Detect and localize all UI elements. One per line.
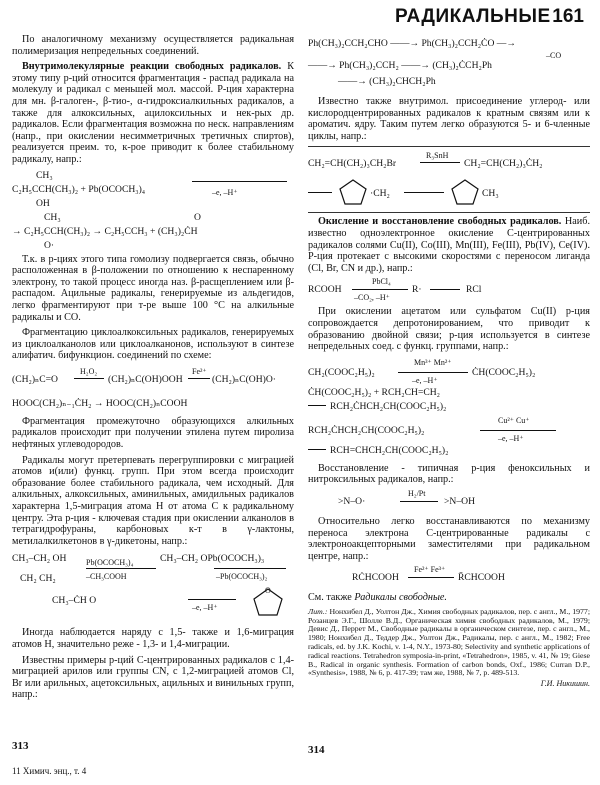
- formula-label: RĊHCOOH: [352, 572, 399, 584]
- reaction-condition: Pb(OCOCH₃)₄: [86, 558, 134, 568]
- paragraph: Иногда наблюдается наряду с 1,5- также и 1,6-миграция атомов Н, значительно реже - 1,3- и 1,4-миграции.: [12, 627, 294, 650]
- reaction-scheme-8: [308, 490, 590, 512]
- section-heading: Окисление и восстановление свободных радикалов.: [318, 216, 562, 228]
- reaction-scheme-2: [12, 366, 294, 412]
- reaction-condition: R₃SnH: [426, 151, 449, 161]
- divider: [308, 146, 590, 147]
- reaction-scheme-9: [308, 566, 590, 588]
- see-also: [308, 592, 590, 604]
- formula-label: CH₃: [36, 169, 53, 181]
- formula-label: CH₂=CH(CH₂)₃ĊH₂: [464, 158, 543, 170]
- formula-label: (CH₂)ₙC(OH)OOH: [108, 373, 183, 385]
- reaction-condition: –Pb(OCOCH₃)₂: [216, 572, 268, 582]
- right-column: [308, 34, 590, 690]
- paragraph-text: К этому типу р-ций относится фрагментация - распад радикала на молекулу и радикал с меньшей мол. массой. Р-ция характерна для мн. β-галоген-, β-тио-, α-гидроксиалкильных радикалов, а также для алкоксильных, ацилоксильных и нек-рых др. радикалов. Если фрагментация возможна по неск. направлениям (напр., при окислении несимметричных третичных спиртов), реализуется преим. то, к-рое приводит к более стабильному радикалу, напр.:: [12, 61, 294, 165]
- formula-label: OH: [36, 197, 50, 209]
- paragraph: Восстановление - типичная р-ция феноксильных и нитроксильных радикалов, напр.:: [308, 462, 590, 486]
- paragraph: [308, 216, 590, 274]
- paragraph: При окислении ацетатом или сульфатом Cu(II) р-ция сопровождается депротонированием, что приводит к образованию двойной связи; р-ция используется в синтезе непредельных соед. с функц. группами, напр.:: [308, 306, 590, 353]
- formula-label: CH₃–CH₂ OPb(OCOCH₃)₃: [160, 553, 265, 565]
- reaction-condition: –e, –H⁺: [498, 433, 524, 443]
- see-also-link[interactable]: Радикалы свободные.: [354, 592, 447, 604]
- reaction-scheme-4: [308, 34, 590, 92]
- formula-label: Ph(CH₃)₂CCH₂CHO ——→ Ph(CH₃)₂CCH₂ĊO —→: [308, 38, 516, 49]
- paragraph-text: Наиб. известно одноэлектронное окисление С-центрированных радикалов солями Cu(II), Co(III), Mn(III), Fe(III), Pb(IV), Ce(IV). Р-ция протекает с высокими скоростями с переносом лиганда (Cl, Br, CN и др.), напр.:: [308, 216, 590, 274]
- cyclopentane-ring-icon: [338, 178, 368, 206]
- reaction-arrow: [308, 449, 326, 450]
- reaction-arrow: [86, 568, 156, 569]
- paragraph: [12, 61, 294, 165]
- formula-label: ·CH₂: [370, 188, 390, 200]
- reaction-arrow: [214, 568, 286, 569]
- reaction-condition: –CO₂, –H⁺: [354, 293, 390, 303]
- formula-label: CH₃–ĊH O: [52, 595, 97, 607]
- paragraph: Известно также внутримол. присоединение углерод- или кислородцентрированных радикалов к кратным связям или к ароматич. ядру. Таким путем легко образуются 5- и 6-членные циклы, напр.:: [308, 96, 590, 142]
- formula-label: HOOC(CH₂)ₙ₋₁ĊH₂ → HOOC(CH₂)ₙCOOH: [12, 397, 188, 409]
- reaction-scheme-7: [308, 357, 590, 459]
- formula-label: ĊH(COOC₂H₅)₂: [472, 366, 536, 378]
- formula-label: O: [194, 211, 201, 223]
- reaction-condition: Cu²⁺ Cu⁺: [498, 415, 530, 425]
- reaction-arrow: [420, 162, 460, 163]
- reaction-condition: –e, –H⁺: [212, 187, 238, 197]
- divider: [308, 212, 590, 213]
- formula-label: → C₂H₅CCH(CH₃)₂ → C₂H₅CCH₃ + (CH₃)₂ĊH: [12, 225, 198, 237]
- reaction-condition: H₂O₂: [80, 366, 98, 376]
- reaction-arrow: [74, 378, 104, 379]
- formula-label: CH₃–CH₂ OH: [12, 553, 67, 565]
- reaction-arrow: [192, 181, 287, 182]
- tetrahydrofuran-ring-icon: [250, 585, 286, 619]
- paragraph: Радикалы могут претерпевать перегруппировки с миграцией атомов и(или) функц. групп. При этом всегда происходит образование более стабильного радикала, чем исходный. Для алкильных, алкоксильных, аминильных, амидильных радикалов характерна 1,5-миграция атома Н от атома С к радикальному центру. Эта р-ция - ключевая стадия при окислении алканолов в тетрагидрофураны, карбоновых к-т в γ-лактоны, метилалкилкетонов в γ-дикетоны, напр.:: [12, 454, 294, 547]
- reaction-arrow: [308, 192, 332, 193]
- reaction-condition: PbCl₄: [372, 277, 391, 287]
- reaction-condition: –CH₃COOH: [86, 572, 127, 582]
- reaction-arrow: [408, 577, 454, 578]
- reaction-condition: –e, –H⁺: [412, 375, 438, 385]
- left-column: [12, 34, 294, 705]
- page-number-right: 314: [308, 744, 325, 756]
- methylcyclopentane-ring-icon: [450, 178, 480, 206]
- reaction-arrow: [398, 372, 468, 373]
- reaction-arrow: [400, 501, 438, 502]
- formula-label: CH₂=CH(CH₂)₃CH₂Br: [308, 158, 397, 170]
- formula-label: ——→ Ph(CH₃)₂CCH₂ ——→ (CH₃)₂ĊCH₂Ph: [308, 60, 492, 71]
- formula-label: RCH₂ĊHCH₂CH(COOC₂H₅)₂: [308, 424, 425, 436]
- literature-label: Лит.:: [308, 606, 330, 616]
- reaction-condition: Fe²⁺: [192, 366, 207, 376]
- page-number: 161: [552, 6, 584, 27]
- formula-label: (CH₂)ₙC=O: [12, 373, 58, 385]
- reaction-arrow: [352, 289, 408, 290]
- formula-label: CH₂ CH₂: [20, 573, 56, 585]
- reaction-arrow: [404, 192, 444, 193]
- reaction-arrow: [480, 430, 556, 431]
- paragraph: Фрагментация промежуточно образующихся алкильных радикалов происходит при получении этилена путем пиролиза нефтяных углеводородов.: [12, 415, 294, 451]
- formula-label: RCH=CHCH₂CH(COOC₂H₅)₂: [330, 444, 449, 456]
- reaction-condition: –CO: [546, 51, 562, 60]
- reaction-arrow: [308, 405, 326, 406]
- formula-label: ĊH(COOC₂H₅)₂ + RCH₂CH=CH₂: [308, 386, 441, 398]
- reaction-condition: Mn³⁺ Mn²⁺: [414, 357, 452, 367]
- reaction-scheme-6: [308, 278, 590, 302]
- formula-label: R·: [412, 284, 422, 296]
- see-also-label: См. также: [308, 592, 355, 604]
- reaction-condition: Fe²⁺ Fe³⁺: [414, 565, 446, 575]
- formula-label: RCOOH: [308, 284, 342, 296]
- formula-label: >N–OH: [444, 495, 475, 507]
- formula-label: ——→ (CH₃)₂CHCH₂Ph: [338, 76, 436, 87]
- svg-text:O: O: [265, 586, 271, 596]
- paragraph: Фрагментацию циклоалкоксильных радикалов, генерируемых из циклоалканолов или циклоалканонов, используют в синтезе алифатич. бифункцион. соединений по схеме:: [12, 327, 294, 362]
- formula-label: CH₃: [44, 211, 61, 223]
- reaction-arrow: [188, 599, 236, 600]
- formula-label: RCH₂ĊHCH₂CH(COOC₂H₅)₂: [330, 400, 447, 412]
- formula-label: C₂H₅CCH(CH₃)₂ + Pb(OCOCH₃)₄: [12, 183, 146, 195]
- formula-label: CH₃: [482, 188, 499, 200]
- paragraph: Т.к. в р-циях этого типа гомолизу подвергается связь, обычно расположенная в β-положении по отношению к неспаренному электрону, то такой процесс иногда наз. β-расщеплением или β-распадом. Ацильные радикалы, генерируемые из альдегидов, легко фрагментируют при т-ре выше 100 °С на алкильные радикалы и СО.: [12, 253, 294, 323]
- reaction-condition: H₂/Pt: [408, 488, 426, 498]
- paragraph: Известны примеры р-ций С-центрированных радикалов с 1,4-миграцией арилов или группы CN, с 1,2-миграцией атомов Cl, Br или арильных, ацетоксильных, ацильных и винильных групп, напр.:: [12, 654, 294, 701]
- formula-label: R̄CHCOOH: [458, 572, 505, 584]
- formula-label: CH₂(COOC₂H₅)₂: [308, 366, 375, 378]
- reaction-scheme-5: [308, 150, 590, 208]
- reaction-arrow: [430, 289, 460, 290]
- section-heading: Внутримолекулярные реакции свободных радикалов.: [22, 61, 282, 73]
- literature-text: Нонхибел Д., Уолтон Дж., Химия свободных радикалов, пер. с англ., М., 1977; Розанцев Э.Г., Шолле В.Д., Органическая химия свободных радикалов, М., 1979; Девис Д., Перрет М., Свободные радикалы в органическом синтезе, пер. с англ., М., 1980; Нонхибел Д., Теддер Дж., Уолтон Дж., Радикалы, пер. с англ., М., 1982; Free radicals, ed. by J.K. Kochi, v. 1-4, N.Y., 1973-80; Selectivity and synthetic applications of radical reactions. Tetrahedron symposia-in-print, «Tetrahedron», 1985, v. 41, № 19; Giese B., Radical in organic synthesis. Formation of carbon bonds, Oxf., 1986; Curran D.P., «Synthesis», 1988, № 6, p. 417-39; там же, 1988, № 7, p. 489-513.: [308, 606, 590, 678]
- formula-label: RCl: [466, 284, 482, 296]
- page-number-left: 313: [12, 740, 29, 752]
- literature-list: [308, 608, 590, 678]
- reaction-condition: –e, –H⁺: [192, 603, 218, 613]
- formula-label: O·: [44, 239, 55, 251]
- reaction-scheme-1: [12, 170, 294, 250]
- formula-label: >N–O·: [338, 495, 366, 507]
- author-signature: Г.И. Никишин.: [540, 679, 590, 689]
- signature-footnote: 11 Химич. энц., т. 4: [12, 766, 87, 776]
- reaction-scheme-3: [12, 551, 294, 623]
- formula-label: (CH₂)ₙC(OH)O·: [212, 373, 276, 385]
- paragraph: Относительно легко восстанавливаются по механизму переноса электрона С-центрированные радикалы с электроноакцепторными заместителями при радикальном центре, напр.:: [308, 515, 590, 562]
- paragraph: По аналогичному механизму осуществляется радикальная полимеризация непредельных соединений.: [12, 34, 294, 57]
- running-title: РАДИКАЛЬНЫЕ: [395, 6, 551, 27]
- page-header: [300, 6, 590, 28]
- reaction-arrow: [188, 378, 210, 379]
